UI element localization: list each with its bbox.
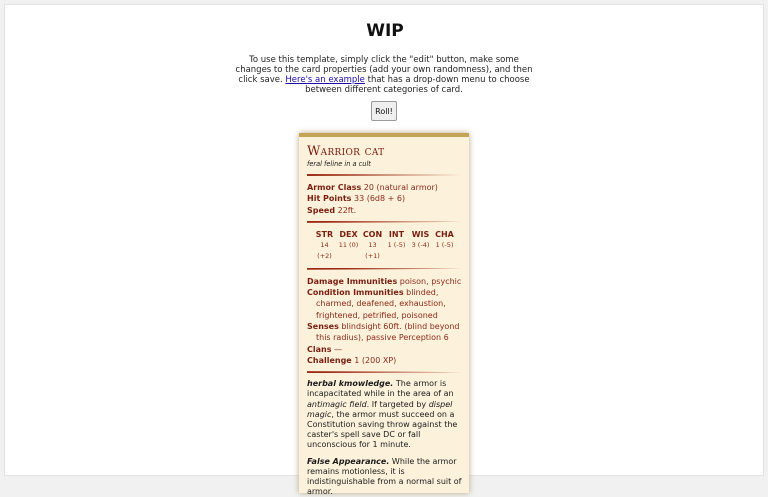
trait-herbal-knowledge [307,379,462,450]
ability-dex [337,229,361,263]
speed-value: 22ft. [337,205,357,215]
damage-immunities-value: poison, psychic [399,276,462,286]
ability-value: 13 (+1) [365,241,380,261]
ability-str [313,229,337,263]
senses-row [307,321,462,344]
damage-immunities-label: Damage Immunities [307,276,398,286]
challenge-label: Challenge [307,355,352,365]
ability-name: CHA [435,229,454,239]
stat-block-card [299,133,469,497]
ability-name: STR [315,229,334,239]
ability-value: 11 (0) [338,241,359,250]
armor-class-value: 20 (natural armor) [363,183,438,192]
trait-name: herbal kmowledge. [307,379,394,389]
hit-points-label: Hit Points [307,194,352,204]
challenge-row [307,355,462,366]
creature-subtitle: feral feline in a cult [307,160,371,168]
armor-class-row [307,182,462,193]
trait-false-appearance [307,457,462,497]
ability-scores [307,229,462,263]
page-title: WIP [366,21,404,41]
ability-name: WIS [411,229,430,239]
trait-text: The armor is incapacitated while in the area of an [307,379,454,399]
trait-text: , the armor must succeed on a Constitution saving throw against the caster's spell save DC or fall unconscious for 1 minute. [307,409,458,450]
intro-text [231,55,537,95]
challenge-value: 1 (200 XP) [354,355,397,365]
speed-row [307,205,462,216]
damage-immunities-row [307,276,462,287]
ability-value: 14 (+2) [317,241,332,261]
ability-con [361,229,385,263]
ability-wis [409,229,433,263]
condition-immunities-value: blinded, charmed, deafened, exhaustion, frightened, petrified, poisoned [316,288,446,320]
speed-label: Speed [307,205,336,215]
ability-name: DEX [339,229,358,239]
creature-name: Warrior cat [307,144,385,159]
ability-name: CON [362,229,383,239]
example-link[interactable]: Here's an example [285,75,365,85]
ability-value: 1 (-5) [435,241,454,250]
trait-text: . If targeted by [366,399,427,409]
trait-emphasis: dispel magic [307,399,453,419]
armor-class-label: Armor Class [307,183,362,192]
intro-after-link: that has a drop-down menu to choose between different categories of card. [305,75,530,95]
hit-points-value: 33 (6d8 + 6) [353,194,406,204]
roll-button[interactable]: Roll! [371,101,397,121]
ability-value: 3 (-4) [411,241,430,250]
trait-name: False Appearance. [307,456,390,466]
condition-immunities-label: Condition Immunities [307,288,404,298]
divider [307,174,462,176]
condition-immunities-row [307,287,462,321]
senses-value: blindsight 60ft. (blind beyond this radius), passive Perception 6 [316,321,460,343]
senses-label: Senses [307,321,339,331]
trait-text: While the armor remains motionless, it is indistinguishable from a normal suit of armor. [307,456,462,497]
divider [307,268,462,270]
divider [307,371,462,373]
ability-int [385,229,409,263]
ability-value: 1 (-5) [387,241,406,250]
trait-emphasis: antimagic field [307,399,367,409]
clans-row [307,344,462,355]
traits-section [307,379,462,497]
page-frame [4,4,764,497]
divider [307,221,462,223]
intro-instructions: To use this template, simply click the "edit" button, make some changes to the card properties (add your own randomness), and then click save. [235,55,533,85]
clans-label: Clans [307,344,332,354]
ability-name: INT [388,229,405,239]
hit-points-row [307,193,462,204]
clans-value: — [334,344,343,354]
ability-cha [433,229,457,263]
